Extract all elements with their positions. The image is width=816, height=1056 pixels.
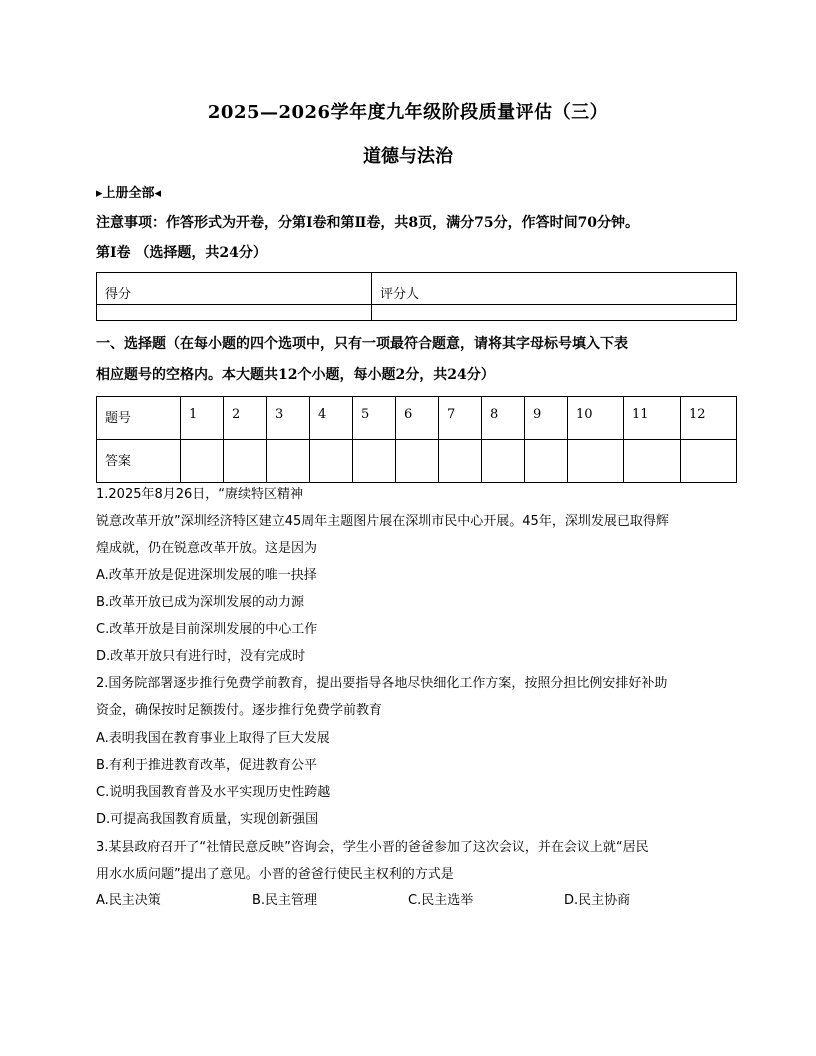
q2-option-b: B.有利于推进教育改革，促进教育公平 [96,758,318,773]
question-number-cell: 4 [310,397,353,440]
score-label: 得分 [97,273,372,305]
question-number-cell: 1 [181,397,224,440]
exam-title: 2025—2026学年度九年级阶段质量评估（三） [207,102,609,123]
section1-instruction-line2: 相应题号的空格内。本大题共12个小题，每小题2分，共24分） [96,367,495,383]
answer-cell[interactable] [482,440,525,483]
q1-stem-line1: 1.2025年8月26日，“赓续特区精神 [96,487,304,502]
answer-cell[interactable] [624,440,681,483]
row-label-answer: 答案 [97,440,181,483]
question-number-cell: 7 [439,397,482,440]
q1-stem-line2: 锐意改革开放”深圳经济特区建立45周年主题图片展在深圳市民中心开展。45年，深圳发展已取得辉 [96,514,669,529]
section1-instruction-line1: 一、选择题（在每小题的四个选项中，只有一项最符合题意，请将其字母标号填入下表 [96,336,628,352]
question-number-cell: 8 [482,397,525,440]
row-label-question-number: 题号 [97,397,181,440]
q3-option-d: D.民主协商 [564,893,631,908]
answer-cell[interactable] [525,440,568,483]
question-number-cell: 10 [568,397,624,440]
question-number-cell: 11 [624,397,681,440]
answer-cell[interactable] [310,440,353,483]
answer-cell[interactable] [267,440,310,483]
q2-option-d: D.可提高我国教育质量，实现创新强国 [96,812,319,827]
q3-stem-line1: 3.某县政府召开了“社情民意反映”咨询会，学生小晋的爸爸参加了这次会议，并在会议上就“居民 [96,840,649,855]
answer-cell[interactable] [224,440,267,483]
q3-option-c: C.民主选举 [408,893,474,908]
answer-cell[interactable] [568,440,624,483]
q1-option-b: B.改革开放已成为深圳发展的动力源 [96,595,305,610]
question-number-cell: 12 [681,397,737,440]
score-cell[interactable] [97,305,372,321]
q2-stem-line1: 2.国务院部署逐步推行免费学前教育，提出要指导各地尽快细化工作方案，按照分担比例安排好补助 [96,676,668,691]
question-number-cell: 3 [267,397,310,440]
q3-option-b: B.民主管理 [252,893,318,908]
exam-scope: ▸上册全部◂ [96,186,162,201]
q3-stem-line2: 用水水质问题”提出了意见。小晋的爸爸行使民主权利的方式是 [96,867,454,882]
grader-cell[interactable] [372,305,737,321]
subject-title: 道德与法治 [363,146,453,167]
score-table [96,272,737,321]
q2-option-a: A.表明我国在教育事业上取得了巨大发展 [96,731,330,746]
answer-cell[interactable] [396,440,439,483]
question-number-cell: 5 [353,397,396,440]
part1-heading: 第Ⅰ卷 （选择题，共24分） [96,245,267,261]
grader-label: 评分人 [372,273,737,305]
question-number-cell: 9 [525,397,568,440]
answer-cell[interactable] [181,440,224,483]
answer-table-answer-row [97,440,737,483]
exam-notice: 注意事项：作答形式为开卷，分第Ⅰ卷和第Ⅱ卷，共8页，满分75分，作答时间70分钟。 [96,215,640,231]
q1-stem-line3: 煌成就，仍在锐意改革开放。这是因为 [96,541,318,556]
q3-option-a: A.民主决策 [96,893,161,908]
q1-option-d: D.改革开放只有进行时，没有完成时 [96,649,306,664]
q1-option-a: A.改革开放是促进深圳发展的唯一抉择 [96,568,317,583]
q1-option-c: C.改革开放是目前深圳发展的中心工作 [96,622,318,637]
answer-table [96,396,737,483]
question-number-cell: 6 [396,397,439,440]
q2-option-c: C.说明我国教育普及水平实现历史性跨越 [96,785,331,800]
answer-cell[interactable] [681,440,737,483]
answer-cell[interactable] [353,440,396,483]
question-number-cell: 2 [224,397,267,440]
answer-table-number-row [97,397,737,440]
answer-cell[interactable] [439,440,482,483]
q2-stem-line2: 资金，确保按时足额拨付。逐步推行免费学前教育 [96,703,383,718]
